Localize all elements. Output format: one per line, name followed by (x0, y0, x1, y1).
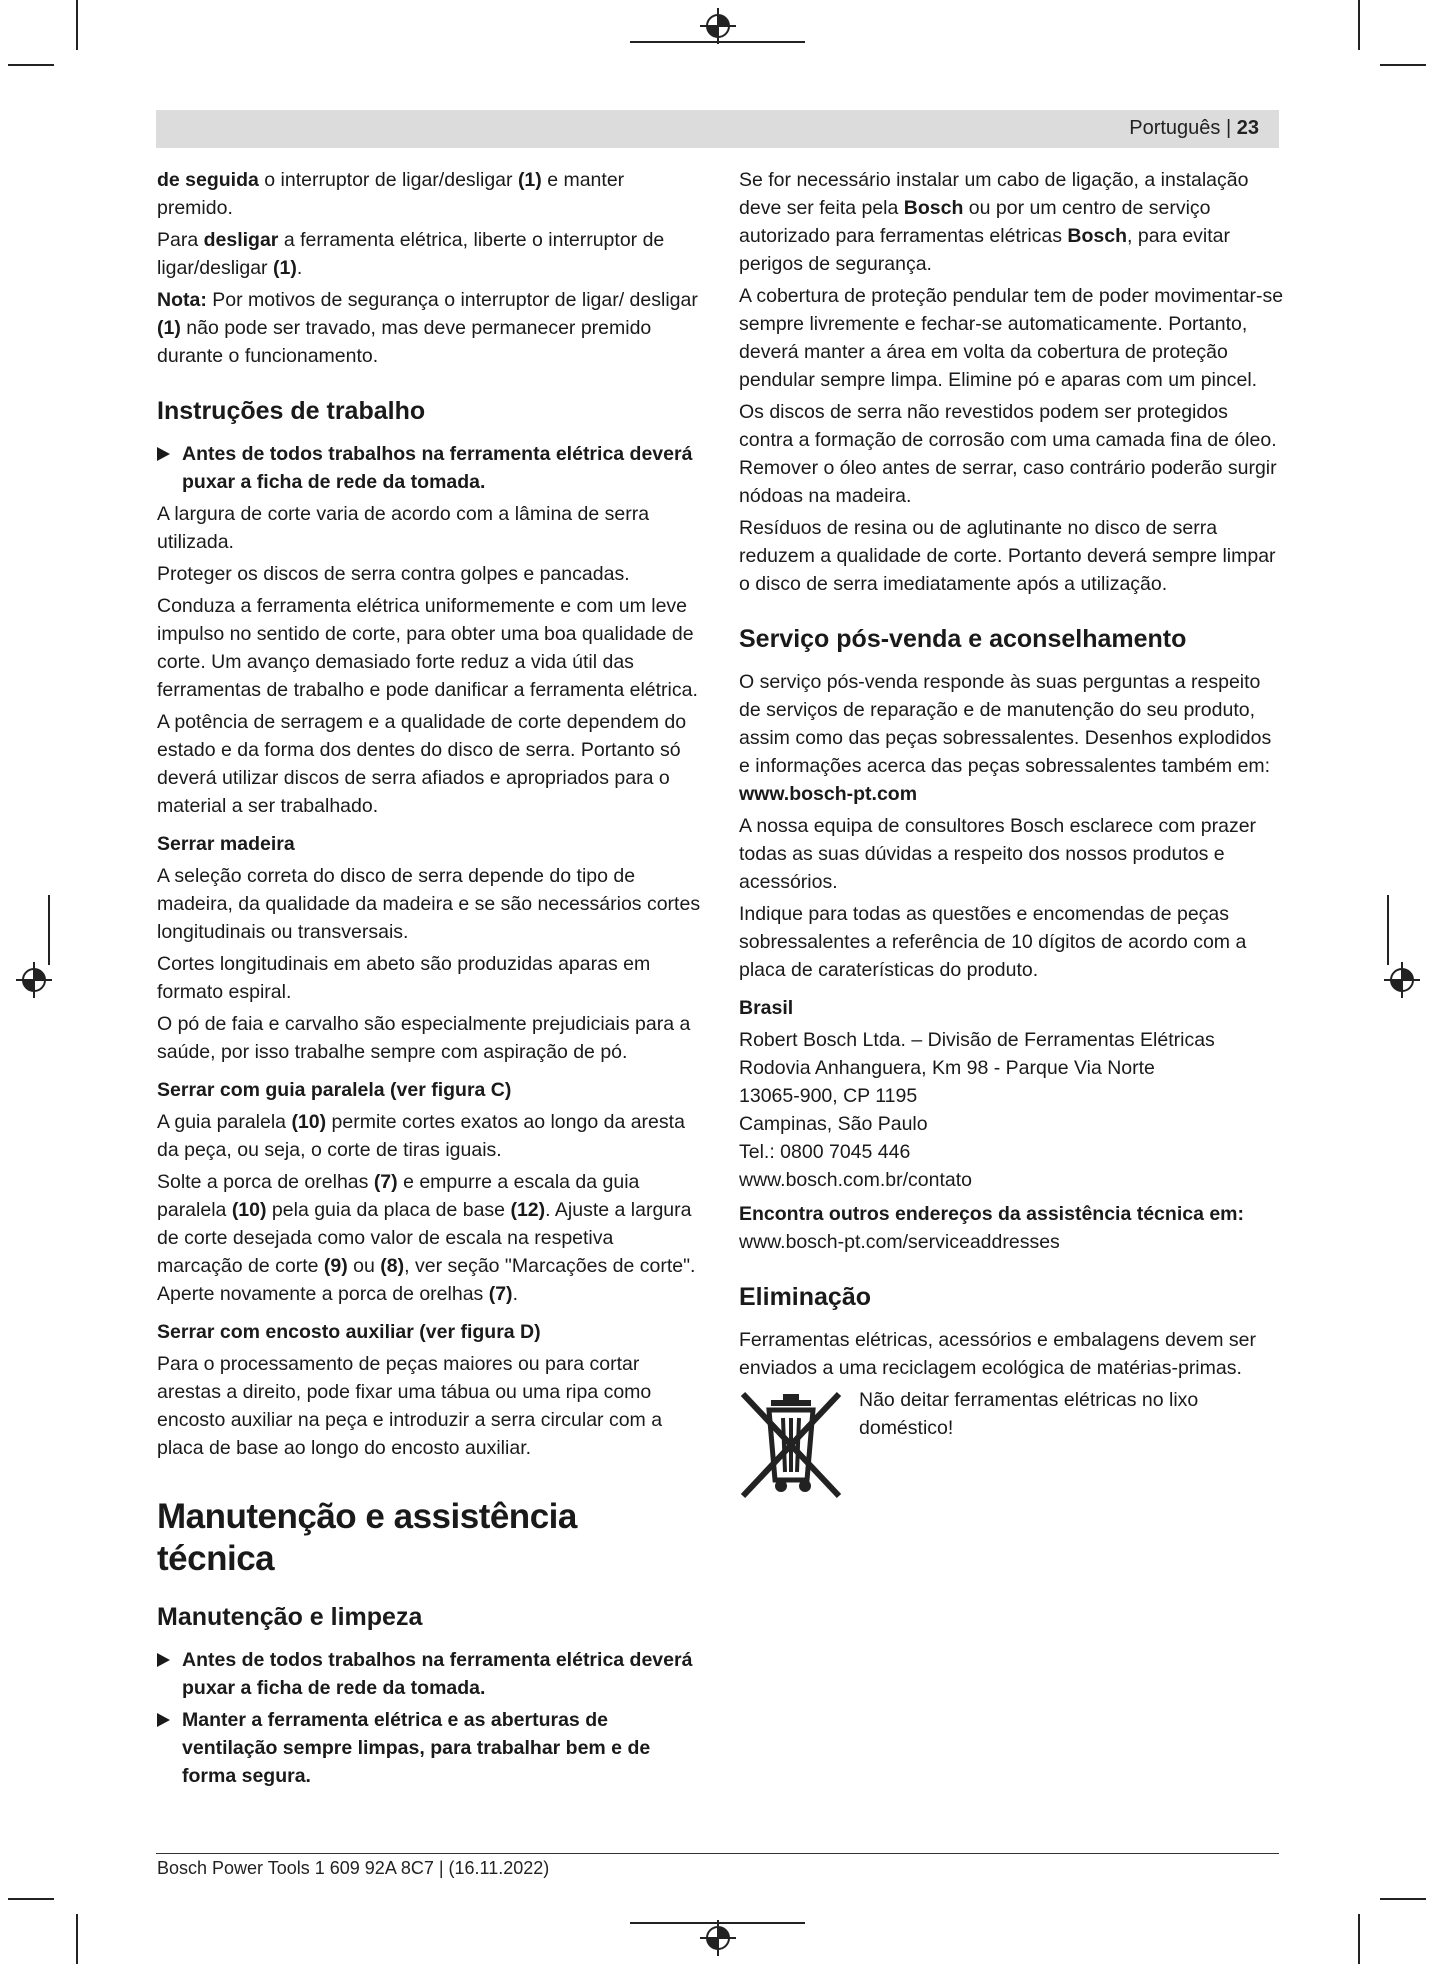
registration-mark-icon (16, 962, 52, 998)
paragraph: A seleção correta do disco de serra depende do tipo de madeira, da qualidade da madeira e se são necessários cortes longitudinais ou transversais. (157, 865, 701, 943)
heading-maintenance-service: Manutenção e assistência técnica (157, 1497, 577, 1578)
crop-mark (1380, 1898, 1426, 1900)
triangle-bullet-icon (157, 1653, 170, 1667)
footer-text: Bosch Power Tools 1 609 92A 8C7 | (16.11.2022) (157, 1858, 550, 1878)
heading-maintenance-cleaning: Manutenção e limpeza (157, 1603, 423, 1631)
paragraph: A cobertura de proteção pendular tem de poder movimentar-se sempre livremente e fechar-se automaticamente. Portanto, deverá manter a área em volta da cobertura de proteção pendular sempre limpa. Elimine pó e aparas com um pincel. (739, 285, 1284, 391)
header-label (1129, 117, 1259, 140)
service-url: www.bosch-pt.com (739, 783, 918, 805)
header-language: Português (1129, 117, 1221, 139)
crop-mark (1358, 1914, 1360, 1964)
paragraph: Ferramentas elétricas, acessórios e embalagens devem ser enviados a uma reciclagem ecológica de matérias-primas. (739, 1329, 1256, 1379)
left-column (157, 166, 702, 1794)
footer-divider (156, 1853, 1279, 1854)
heading-brasil: Brasil (739, 997, 794, 1019)
heading-after-sales: Serviço pós-venda e aconselhamento (739, 625, 1187, 653)
paragraph: Cortes longitudinais em abeto são produzidas aparas em formato espiral. (157, 953, 651, 1003)
crop-mark (8, 64, 54, 66)
registration-mark-icon (700, 8, 736, 44)
paragraph: Solte a porca de orelhas (7) e empurre a escala da guia paralela (10) pela guia da placa de base (12). Ajuste a largura de corte desejada como valor de escala na respetiva marcação de corte (9) ou (8), ver seção "Marcações de corte". Aperte novamente a porca de orelhas (7). (157, 1171, 696, 1305)
paragraph: Indique para todas as questões e encomendas de peças sobressalentes a referência de 10 dígitos de acordo com a placa de caraterísticas do produto. (739, 903, 1247, 981)
disposal-notice (739, 1386, 1284, 1506)
page-header (156, 110, 1279, 148)
paragraph: Resíduos de resina ou de aglutinante no disco de serra reduzem a qualidade de corte. Portanto deverá sempre limpar o disco de serra imediatamente após a utilização. (739, 517, 1276, 595)
crossed-bin-icon (739, 1388, 843, 1500)
paragraph: Os discos de serra não revestidos podem ser protegidos contra a formação de corrosão com uma camada fina de óleo. Remover o óleo antes de serrar, caso contrário poderão surgir nódoas na madeira. (739, 401, 1277, 507)
address-line: Robert Bosch Ltda. – Divisão de Ferramentas Elétricas (739, 1029, 1215, 1051)
address-block (739, 1026, 1284, 1194)
paragraph: Para o processamento de peças maiores ou para cortar arestas a direito, pode fixar uma tábua ou uma ripa como encosto auxiliar na peça e introduzir a serra circular com a placa de base ao longo do encosto auxiliar. (157, 1353, 663, 1459)
triangle-bullet-icon (157, 1713, 170, 1727)
paragraph: O serviço pós-venda responde às suas perguntas a respeito de serviços de reparação e de manutenção do seu produto, assim como das peças sobressalentes. Desenhos explodidos e informações acerca das peças sobressalentes também em: www.bosch-pt.com (739, 671, 1272, 805)
paragraph: A nossa equipa de consultores Bosch esclarece com prazer todas as suas dúvidas a respeito dos nossos produtos e acessórios. (739, 815, 1257, 893)
warning-bullet: Antes de todos trabalhos na ferramenta elétrica deverá puxar a ficha de rede da tomada. (157, 440, 702, 496)
triangle-bullet-icon (157, 447, 170, 461)
warning-bullet: Antes de todos trabalhos na ferramenta elétrica deverá puxar a ficha de rede da tomada. (157, 1646, 702, 1702)
paragraph: O pó de faia e carvalho são especialmente prejudiciais para a saúde, por isso trabalhe sempre com aspiração de pó. (157, 1013, 691, 1063)
right-column (739, 166, 1284, 1506)
heading-auxiliary-stop: Serrar com encosto auxiliar (ver figura D) (157, 1321, 541, 1343)
heading-saw-wood: Serrar madeira (157, 833, 295, 855)
service-addresses-url: www.bosch-pt.com/serviceaddresses (739, 1231, 1060, 1253)
paragraph: Proteger os discos de serra contra golpes e pancadas. (157, 563, 630, 585)
paragraph: Encontra outros endereços da assistência técnica em: www.bosch-pt.com/serviceaddresses (739, 1203, 1245, 1253)
header-separator: | (1225, 117, 1232, 139)
paragraph: Se for necessário instalar um cabo de ligação, a instalação deve ser feita pela Bosch ou por um centro de serviço autorizado para ferramentas elétricas Bosch, para evitar perigos de segurança. (739, 169, 1249, 275)
heading-parallel-guide: Serrar com guia paralela (ver figura C) (157, 1079, 512, 1101)
registration-mark-icon (1384, 962, 1420, 998)
heading-disposal: Eliminação (739, 1283, 871, 1311)
paragraph: A potência de serragem e a qualidade de corte dependem do estado e da forma dos dentes do disco de serra. Portanto só deverá utilizar discos de serra afiados e apropriados para o material a ser trabalhado. (157, 711, 687, 817)
paragraph: Para desligar a ferramenta elétrica, liberte o interruptor de ligar/desligar (1). (157, 229, 665, 279)
heading-work-instructions: Instruções de trabalho (157, 397, 426, 425)
crop-mark (1387, 895, 1389, 965)
phone-line: Tel.: 0800 7045 446 (739, 1141, 911, 1163)
crop-mark (76, 1914, 78, 1964)
paragraph: de seguida o interruptor de ligar/desligar (1) e manter premido. (157, 169, 625, 219)
contact-url: www.bosch.com.br/contato (739, 1169, 973, 1191)
note-paragraph: Nota: Por motivos de segurança o interruptor de ligar/ desligar (1) não pode ser travado, mas deve permanecer premido durante o funcionamento. (157, 289, 698, 367)
address-line: 13065-900, CP 1195 (739, 1085, 918, 1107)
paragraph: A largura de corte varia de acordo com a lâmina de serra utilizada. (157, 503, 650, 553)
crop-mark (48, 895, 50, 965)
paragraph: A guia paralela (10) permite cortes exatos ao longo da aresta da peça, ou seja, o corte de tiras iguais. (157, 1111, 685, 1161)
page-number: 23 (1236, 117, 1259, 139)
paragraph: Conduza a ferramenta elétrica uniformemente e com um leve impulso no sentido de corte, para obter uma boa qualidade de corte. Um avanço demasiado forte reduz a vida útil das ferramentas de trabalho e pode danificar a ferramenta elétrica. (157, 595, 698, 701)
crop-mark (1358, 0, 1360, 50)
registration-mark-icon (700, 1920, 736, 1956)
crop-mark (1380, 64, 1426, 66)
crop-mark (76, 0, 78, 50)
disposal-text: Não deitar ferramentas elétricas no lixo doméstico! (859, 1389, 1199, 1439)
address-line: Rodovia Anhanguera, Km 98 - Parque Via Norte (739, 1057, 1155, 1079)
crop-mark (8, 1898, 54, 1900)
warning-bullet: Manter a ferramenta elétrica e as aberturas de ventilação sempre limpas, para trabalhar bem e de forma segura. (157, 1706, 702, 1790)
address-line: Campinas, São Paulo (739, 1113, 928, 1135)
